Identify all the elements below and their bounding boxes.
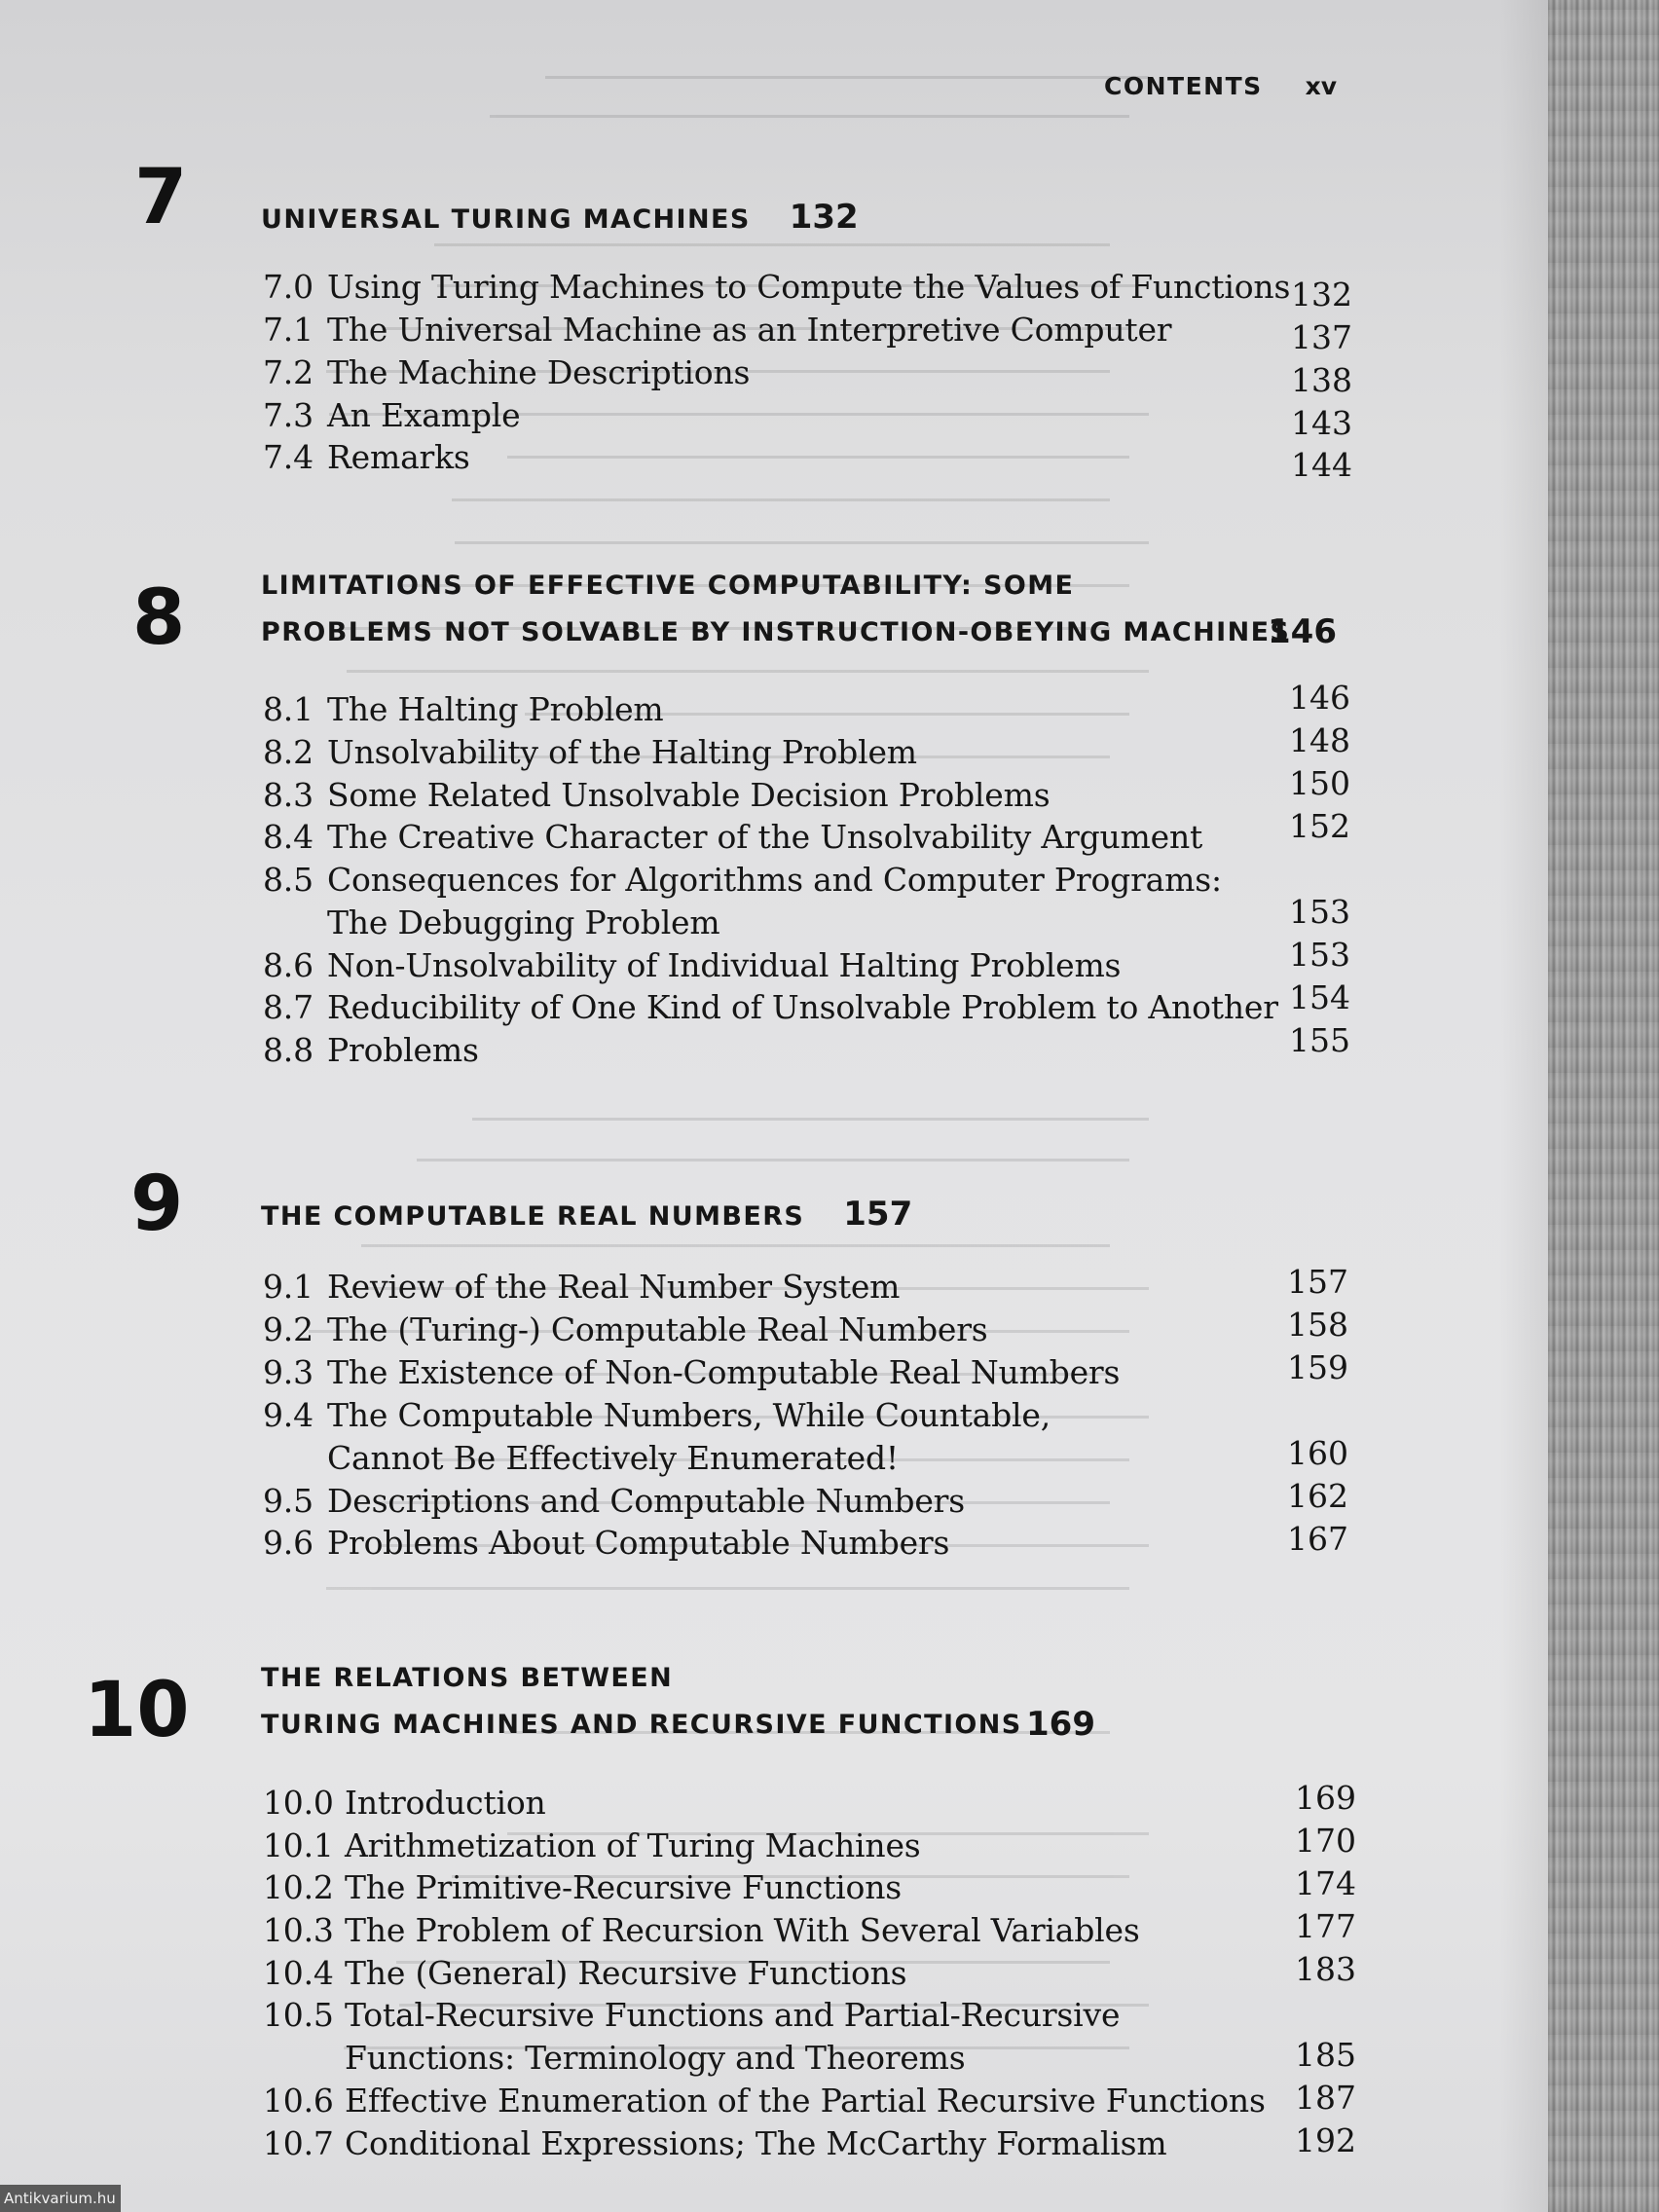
section-page-number: 154 [1289,978,1350,1016]
chapter-title-text: LIMITATIONS OF EFFECTIVE COMPUTABILITY: SOME [261,571,1075,601]
chapter-title-line [261,572,1074,599]
section-number: 8.1 [263,690,313,728]
chapter-number: 10 [84,1667,190,1754]
section-title-continued: Cannot Be Effectively Enumerated! [327,1439,899,1477]
toc-entry [263,1031,479,1069]
section-title: Problems About Computable Numbers [327,1524,950,1562]
section-page-number: 167 [1287,1520,1348,1558]
section-page-number: 144 [1291,446,1352,484]
section-title: Descriptions and Computable Numbers [327,1482,965,1520]
section-number: 7.0 [263,268,313,306]
show-through-line [507,456,1129,459]
toc-entry [263,946,1122,984]
toc-entry [263,396,521,434]
section-number: 7.3 [263,396,313,434]
chapter-page-number: 132 [789,198,859,237]
section-title: Unsolvability of the Halting Problem [327,733,917,771]
section-page-number: 159 [1287,1348,1348,1386]
show-through-line [347,670,1149,673]
section-title: Problems [327,1031,479,1069]
section-page-number: 138 [1291,361,1352,399]
section-title: The Problem of Recursion With Several Variables [345,1911,1140,1949]
chapter-title-line [261,1712,1022,1738]
section-title: Review of the Real Number System [327,1268,901,1306]
show-through-line [417,1159,1129,1161]
toc-entry [263,861,1222,899]
section-number: 10.3 [263,1911,334,1949]
toc-entry [263,1826,921,1864]
running-header [1104,72,1337,100]
toc-entry [263,1310,988,1348]
section-title: The Computable Numbers, While Countable, [327,1396,1051,1434]
chapter-title-line [261,619,1290,645]
section-number: 8.3 [263,776,313,814]
header-page-number: xv [1305,72,1338,100]
chapter-page-number: 157 [843,1195,913,1234]
section-page-number: 153 [1289,936,1350,974]
section-page-number: 143 [1291,404,1352,442]
chapter-title-line [261,1195,913,1234]
section-number: 7.1 [263,311,313,349]
section-page-number: 152 [1289,807,1350,845]
section-page-number: 183 [1295,1950,1356,1988]
section-title: Consequences for Algorithms and Computer Programs: [327,861,1222,899]
header-label: CONTENTS [1104,72,1263,100]
toc-entry [263,1396,1051,1434]
section-title: Reducibility of One Kind of Unsolvable Problem to Another [327,988,1278,1026]
toc-entry [263,438,470,476]
show-through-line [452,498,1110,501]
toc-entry [263,988,1278,1026]
section-title: Introduction [345,1784,546,1822]
section-page-number: 162 [1287,1477,1348,1515]
section-number: 10.6 [263,2082,334,2120]
show-through-line [434,243,1110,246]
toc-entry [263,2124,1167,2162]
section-number: 8.5 [263,861,313,899]
section-page-number: 170 [1295,1822,1356,1860]
show-through-line [455,541,1149,544]
chapter-title-text: THE RELATIONS BETWEEN [261,1663,674,1693]
section-number: 8.4 [263,818,313,856]
toc-entry [263,690,664,728]
show-through-line [490,115,1129,118]
section-page-number: 174 [1295,1864,1356,1902]
toc-entry [263,1268,901,1306]
chapter-title-text: TURING MACHINES AND RECURSIVE FUNCTIONS [261,1710,1022,1740]
toc-entry [263,268,1291,306]
section-title: An Example [327,396,521,434]
section-page-number: 169 [1295,1779,1356,1817]
chapter-title-line [261,1665,673,1691]
section-title: The (General) Recursive Functions [345,1954,907,1992]
section-title: The Halting Problem [327,690,664,728]
show-through-line [361,1244,1110,1247]
section-title: Non-Unsolvability of Individual Halting Problems [327,946,1122,984]
chapter-number: 9 [130,1161,184,1248]
section-number: 9.1 [263,1268,313,1306]
toc-entry [263,2082,1266,2120]
section-title: The Creative Character of the Unsolvability Argument [327,818,1203,856]
toc-entry [263,1911,1140,1949]
toc-entry [263,818,1203,856]
section-page-number: 185 [1295,2036,1356,2074]
section-number: 9.3 [263,1353,313,1391]
show-through-line [545,76,1149,79]
section-number: 10.5 [263,1996,334,2034]
section-number: 8.7 [263,988,313,1026]
section-title: The Existence of Non-Computable Real Numbers [327,1353,1121,1391]
section-number: 8.8 [263,1031,313,1069]
toc-entry [263,311,1172,349]
section-number: 8.6 [263,946,313,984]
section-number: 10.7 [263,2124,334,2162]
section-title: Total-Recursive Functions and Partial-Recursive [345,1996,1121,2034]
chapter-title-text: UNIVERSAL TURING MACHINES [261,204,751,235]
chapter-page-number: 146 [1268,612,1337,651]
toc-entry [263,776,1051,814]
section-page-number: 157 [1287,1263,1348,1301]
section-page-number: 153 [1289,893,1350,931]
chapter-title-text: THE COMPUTABLE REAL NUMBERS [261,1201,805,1232]
section-title: Using Turing Machines to Compute the Values of Functions [327,268,1291,306]
section-title: The Machine Descriptions [327,353,751,391]
section-title: The (Turing-) Computable Real Numbers [327,1310,988,1348]
section-title: Remarks [327,438,470,476]
section-number: 9.6 [263,1524,313,1562]
chapter-number: 8 [132,574,186,662]
section-title: Arithmetization of Turing Machines [345,1826,921,1864]
section-number: 7.2 [263,353,313,391]
chapter-title-line [261,198,859,237]
book-page-edges [1548,0,1659,2212]
toc-entry [263,353,751,391]
section-page-number: 158 [1287,1306,1348,1344]
section-page-number: 137 [1291,318,1352,356]
section-page-number: 148 [1289,721,1350,759]
section-page-number: 132 [1291,276,1352,313]
section-number: 8.2 [263,733,313,771]
section-page-number: 160 [1287,1434,1348,1472]
chapter-page-number: 169 [1026,1705,1095,1744]
section-page-number: 192 [1295,2121,1356,2159]
section-page-number: 187 [1295,2079,1356,2117]
section-title: Effective Enumeration of the Partial Recursive Functions [345,2082,1266,2120]
toc-entry [263,1353,1121,1391]
chapter-number: 7 [134,154,188,241]
section-title-continued: The Debugging Problem [327,903,720,941]
section-title: Some Related Unsolvable Decision Problems [327,776,1051,814]
section-number: 9.5 [263,1482,313,1520]
section-number: 7.4 [263,438,313,476]
section-number: 10.2 [263,1868,334,1906]
toc-entry [263,1996,1121,2034]
section-title: The Primitive-Recursive Functions [345,1868,902,1906]
toc-entry [263,1482,965,1520]
toc-entry [263,733,917,771]
section-number: 10.4 [263,1954,334,1992]
show-through-line [472,1118,1149,1121]
toc-entry [263,1524,950,1562]
section-page-number: 150 [1289,764,1350,802]
section-page-number: 155 [1289,1021,1350,1059]
section-number: 10.1 [263,1826,334,1864]
section-number: 10.0 [263,1784,334,1822]
section-number: 9.4 [263,1396,313,1434]
show-through-line [326,1587,1129,1590]
section-number: 9.2 [263,1310,313,1348]
section-title: Conditional Expressions; The McCarthy Formalism [345,2124,1167,2162]
toc-entry [263,1868,902,1906]
section-page-number: 146 [1289,679,1350,717]
section-title: The Universal Machine as an Interpretive Computer [327,311,1172,349]
watermark: Antikvarium.hu [0,2185,121,2212]
toc-entry [263,1954,907,1992]
chapter-title-text: PROBLEMS NOT SOLVABLE BY INSTRUCTION-OBEYING MACHINES [261,617,1291,647]
section-title-continued: Functions: Terminology and Theorems [345,2039,966,2077]
section-page-number: 177 [1295,1907,1356,1945]
toc-entry [263,1784,546,1822]
